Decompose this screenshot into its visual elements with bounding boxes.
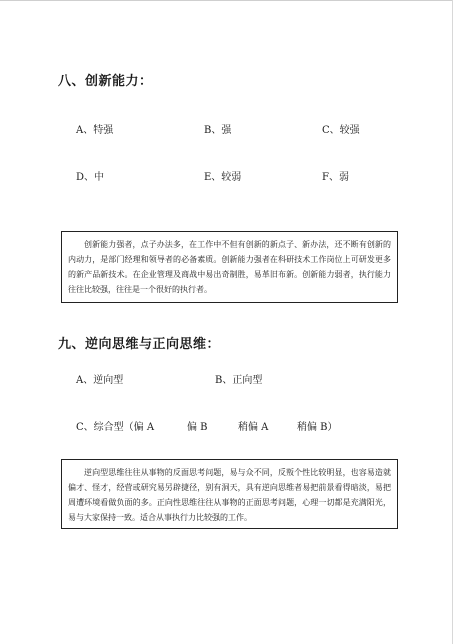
section8-option-c: C、较强: [322, 125, 360, 136]
section8-option-e: E、较弱: [204, 172, 242, 183]
section9-option-c-leaning-b: 偏 B: [187, 422, 208, 433]
section8-description: 创新能力强者，点子办法多，在工作中不但有创新的新点子、新办法，还不断有创新的内动力，是部门经理和领导者的必备素质。创新能力强者在科研技术工作岗位上可研发更多的新产品新技术。在企业管理及商战中易出奇制胜，易革旧布新。创新能力弱者，执行能力往往比较强，往往是一个很好的执行者。: [68, 240, 391, 294]
section8-description-box: [61, 231, 398, 303]
section8-option-a: A、特强: [76, 125, 114, 136]
section9-option-c-slight-b: 稍偏 B）: [297, 422, 338, 433]
page-top-border: [0, 0, 453, 1]
section8-option-b: B、强: [204, 125, 232, 136]
section8-title: 八、创新能力：: [58, 74, 153, 89]
section9-option-a: A、逆向型: [76, 375, 124, 386]
section8-option-d: D、中: [76, 172, 105, 183]
section8-option-f: F、弱: [322, 172, 349, 183]
section9-description-box: [61, 459, 398, 529]
section9-option-c-slight-a: 稍偏 A: [238, 422, 269, 433]
section9-title: 九、逆向思维与正向思维：: [58, 337, 221, 352]
section9-description: 逆向型思维往往从事物的反面思考问题，易与众不同，反叛个性比较明显，也容易造就偏才、怪才，经营或研究易另辟捷径，别有洞天，具有逆向思维者易把前景看得暗淡，易把周遭环境看做负面的多。正向性思维往往从事物的正面思考问题，心理一切都是充满阳光，易与大家保持一致。适合从事执行力比较强的工作。: [68, 468, 391, 522]
section9-option-c: C、综合型（偏 A: [76, 422, 155, 433]
section9-option-b: B、正向型: [215, 375, 263, 386]
